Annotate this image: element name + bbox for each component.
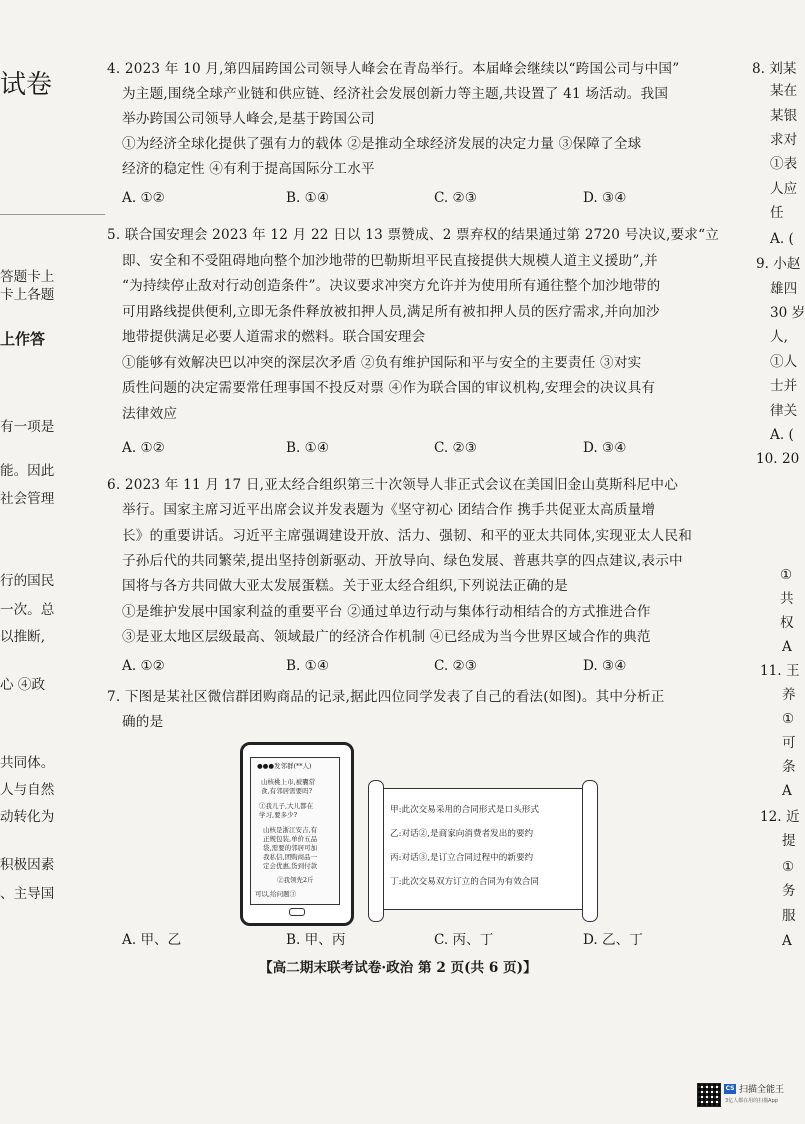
right-fragment-30: 务 (782, 883, 796, 899)
phone-chat-line-4: 学习,要多少? (259, 811, 298, 819)
left-fragment-10: 共同体。 (0, 755, 55, 771)
right-fragment-29: ① (782, 859, 795, 875)
q6-line-2: 长》的重要讲话。习近平主席强调建设开放、活力、强韧、和平的亚太共同体,实现亚太人民和 (122, 527, 693, 544)
right-fragment-4: ①表 (770, 156, 798, 172)
right-fragment-5: 人应 (770, 181, 798, 197)
left-fragment-12: 动转化为 (0, 809, 55, 825)
right-fragment-8: 9. 小赵 (756, 256, 801, 272)
q7-line-1: 确的是 (122, 714, 164, 730)
q4-option-3: D. ③④ (583, 190, 627, 206)
phone-illustration (240, 742, 354, 926)
right-fragment-21: 11. 王 (760, 663, 800, 679)
right-fragment-9: 雄四 (770, 281, 798, 297)
q6-option-2: C. ②③ (434, 658, 477, 674)
left-fragment-0: 答题卡上 (0, 269, 55, 285)
right-fragment-16: 10. 20 (756, 451, 800, 467)
q6-line-4: 国将与各方共同做大亚太发展蛋糕。关于亚太经合组织,下列说法正确的是 (122, 578, 568, 595)
phone-chat-line-5: 山核是浙江安吉,有 (263, 826, 318, 834)
right-fragment-22: 养 (782, 687, 796, 703)
phone-chat-line-3: ①我儿子,大儿都在 (259, 802, 314, 810)
q4-option-1: B. ①④ (286, 190, 330, 206)
right-fragment-28: 提 (782, 833, 796, 849)
q7-line-0: 7. 下图是某社区微信群团购商品的记录,据此四位同学发表了自己的看法(如图)。其中分析正 (107, 689, 665, 705)
watermark-subtitle: 3亿人都在用的扫描App (725, 1098, 778, 1104)
scroll-line-3: 丁:此次交易双方订立的合同为有效合同 (390, 877, 539, 887)
q6-line-5: ①是维护发展中国家利益的重要平台 ②通过单边行动与集体行动相结合的方式推进合作 (122, 603, 651, 620)
q4-line-0: 4. 2023 年 10 月,第四届跨国公司领导人峰会在青岛举行。本届峰会继续以“跨国公司与中国” (107, 61, 680, 77)
right-fragment-14: 律关 (770, 403, 798, 419)
scroll-line-1: 乙:对话②,是商家向消费者发出的要约 (390, 829, 534, 839)
right-fragment-18: 共 (780, 591, 794, 607)
right-fragment-19: 权 (780, 615, 794, 631)
q4-line-4: 经济的稳定性 ④有利于提高国际分工水平 (122, 161, 375, 177)
right-fragment-6: 任 (770, 205, 784, 221)
q6-line-1: 举行。国家主席习近平出席会议并发表题为《坚守初心 团结合作 携手共促亚太高质量增 (122, 502, 656, 519)
scroll-roll-left (368, 780, 384, 922)
q4-line-1: 为主题,围绕全球产业链和供应链、经济社会发展创新力等主题,共设置了 41 场活动。我国 (122, 86, 669, 102)
right-fragment-24: 可 (782, 735, 796, 751)
left-fragment-14: 、主导国 (0, 886, 55, 902)
q4-option-0: A. ①② (122, 190, 165, 206)
right-fragment-17: ① (780, 567, 793, 583)
left-fragment-2: 上作答 (0, 330, 46, 348)
q6-option-1: B. ①④ (286, 658, 330, 674)
phone-chat-line-7: 袋,需要的邻居可加 (263, 844, 318, 852)
right-fragment-7: A. ( (770, 231, 794, 247)
q5-option-1: B. ①④ (286, 440, 330, 456)
q5-line-4: 地带提供满足必要人道需求的燃料。联合国安理会 (122, 329, 426, 345)
phone-chat-line-0: ●●●发邻群(**人) (257, 762, 312, 770)
qr-code-icon (697, 1083, 721, 1107)
page-footer: 【高二期末联考试卷·政治 第 2 页(共 6 页)】 (259, 960, 537, 976)
right-fragment-0: 8. 刘某 (752, 61, 797, 77)
q5-option-0: A. ①② (122, 440, 165, 456)
right-fragment-23: ① (782, 711, 795, 727)
left-fragment-9: 心 ④政 (0, 677, 46, 693)
right-fragment-27: 12. 近 (760, 809, 800, 825)
q6-line-0: 6. 2023 年 11 月 17 日,亚太经合组织第三十次领导人非正式会议在美国旧金山莫斯科尼中心 (107, 477, 678, 493)
left-fragment-6: 行的国民 (0, 573, 55, 589)
right-fragment-11: 人, (770, 329, 788, 345)
left-fragment-4: 能。因此 (0, 463, 55, 479)
q5-option-3: D. ③④ (583, 440, 627, 456)
left-fragment-11: 人与自然 (0, 782, 55, 798)
left-fragment-13: 积极因素 (0, 857, 55, 873)
q5-line-6: 质性问题的决定需要常任理事国不投反对票 ④作为联合国的审议机构,安理会的决议具有 (122, 380, 656, 396)
q6-option-0: A. ①② (122, 658, 165, 674)
phone-chat-line-8: 我私信,团购商品一 (263, 853, 318, 861)
phone-screen (250, 757, 340, 905)
right-fragment-1: 某在 (770, 83, 798, 99)
q5-option-2: C. ②③ (434, 440, 477, 456)
q4-option-2: C. ②③ (434, 190, 477, 206)
right-fragment-26: A (782, 783, 792, 799)
q4-line-2: 举办跨国公司领导人峰会,是基于跨国公司 (122, 111, 375, 127)
q6-option-3: D. ③④ (583, 658, 627, 674)
left-fragment-1: 卡上各题 (0, 287, 55, 303)
q7-option-1: B. 甲、丙 (286, 932, 346, 948)
scroll-line-0: 甲:此次交易采用的合同形式是口头形式 (390, 805, 539, 815)
phone-chat-line-10: ②我领先2斤 (277, 876, 314, 884)
q6-line-6: ③是亚太地区层级最高、领域最广的经济合作机制 ④已经成为当今世界区域合作的典范 (122, 628, 651, 645)
right-fragment-12: ①人 (770, 354, 798, 370)
scroll-illustration (368, 780, 598, 920)
right-fragment-32: A (782, 933, 792, 949)
left-fragment-7: 一次。总 (0, 602, 55, 618)
q5-line-3: 可用路线提供便利,立即无条件释放被扣押人员,满足所有被扣押人员的医疗需求,并向加沙 (122, 303, 660, 320)
scroll-roll-right (582, 780, 598, 922)
phone-chat-line-6: 正规包装,单价五品 (263, 835, 318, 843)
q7-option-2: C. 丙、丁 (434, 932, 494, 948)
left-title-fragment: 试卷 (0, 70, 53, 100)
q6-line-3: 子孙后代的共同繁荣,提出坚持创新驱动、开放导向、绿色发展、普惠共享的四点建议,表示中 (122, 552, 683, 569)
right-fragment-3: 求对 (770, 132, 798, 148)
q5-line-7: 法律效应 (122, 405, 178, 422)
right-fragment-13: 士并 (770, 378, 798, 394)
scroll-line-2: 丙:对话③,是订立合同过程中的新要约 (390, 853, 534, 863)
right-fragment-2: 某银 (770, 108, 798, 124)
right-fragment-10: 30 岁 (770, 305, 805, 321)
q7-option-0: A. 甲、乙 (122, 932, 182, 948)
right-fragment-15: A. ( (770, 427, 794, 443)
phone-chat-line-11: 可以,给问题③ (255, 890, 297, 898)
q5-line-2: “为持续停止敌对行动创造条件”。决议要求冲突方允许并为使用所有通往整个加沙地带的 (122, 278, 661, 294)
right-fragment-20: A (782, 639, 792, 655)
watermark-name: 扫描全能王 (739, 1085, 785, 1095)
q7-option-3: D. 乙、丁 (583, 932, 643, 948)
q5-line-1: 即、安全和不受阻碍地向整个加沙地带的巴勒斯坦平民直接提供大规模人道主义援助”,并 (122, 252, 658, 269)
camscanner-logo-icon: CS (725, 1085, 735, 1092)
right-fragment-31: 服 (782, 908, 796, 924)
q5-line-5: ①能够有效解决巴以冲突的深层次矛盾 ②负有维护国际和平与安全的主要责任 ③对实 (122, 354, 642, 371)
right-fragment-25: 条 (782, 759, 796, 775)
phone-chat-line-1: 山核桃上市,被囊常 (261, 778, 316, 786)
left-fragment-8: 以推断, (0, 629, 46, 645)
fold-line (0, 214, 105, 215)
left-fragment-5: 社会管理 (0, 491, 55, 507)
phone-home-button (289, 908, 305, 916)
q5-line-0: 5. 联合国安理会 2023 年 12 月 22 日以 13 票赞成、2 票弃权的结果通过第 2720 号决议,要求“立 (107, 227, 720, 243)
phone-chat-line-2: 食,有邻居需要吗? (261, 787, 313, 795)
q4-line-3: ①为经济全球化提供了强有力的载体 ②是推动全球经济发展的决定力量 ③保障了全球 (122, 136, 642, 152)
phone-chat-line-9: 定会优惠,货到付款 (263, 862, 318, 870)
left-fragment-3: 有一项是 (0, 419, 55, 435)
